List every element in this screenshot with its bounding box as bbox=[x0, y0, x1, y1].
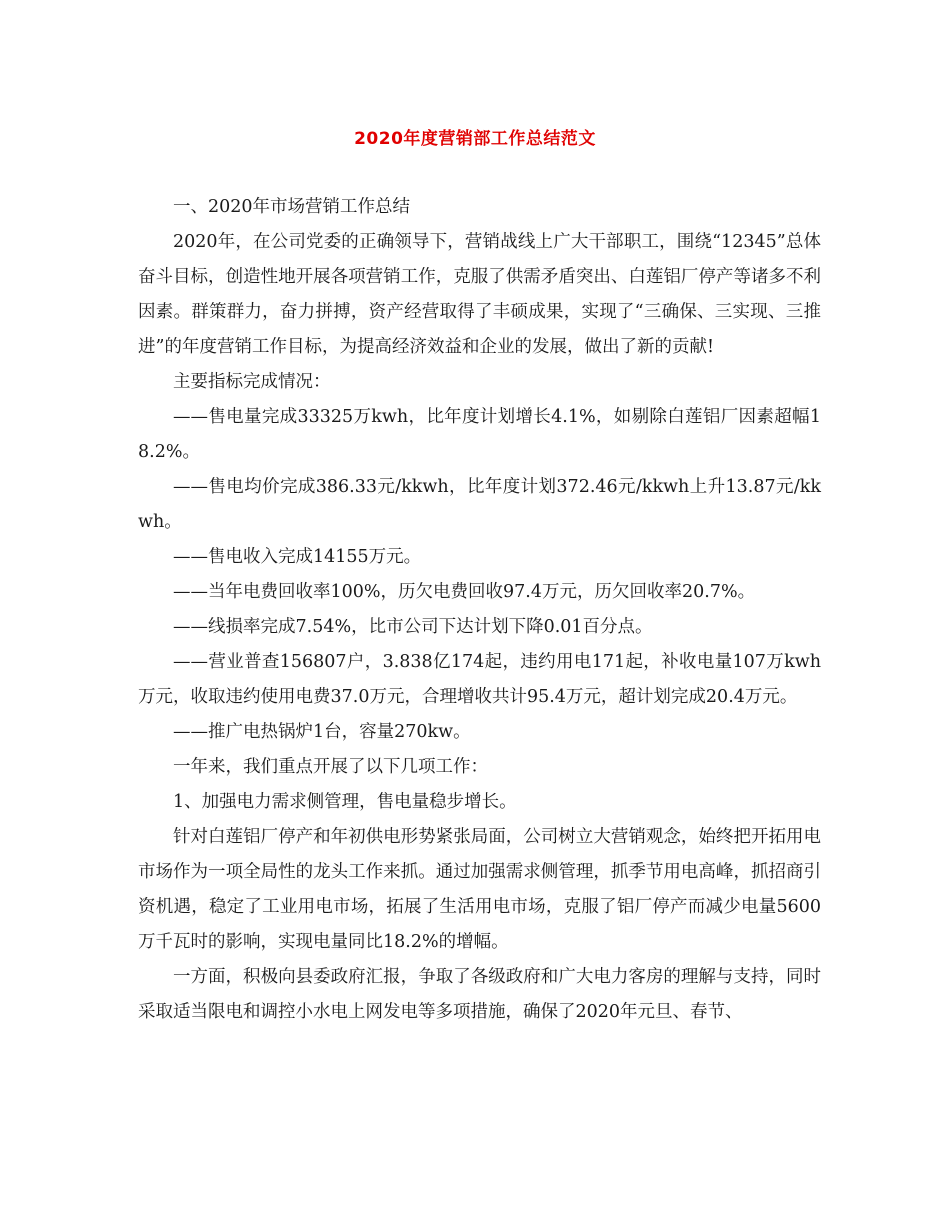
indicator-item: ——售电量完成33325万kwh，比年度计划增长4.1%，如剔除白莲铝厂因素超幅18.2%。 bbox=[138, 407, 821, 462]
paragraph: 一年来，我们重点开展了以下几项工作： bbox=[173, 757, 488, 777]
paragraph: 一方面，积极向县委政府汇报，争取了各级政府和广大电力客房的理解与支持，同时采取适当限电和调控小水电上网发电等多项措施，确保了2020年元旦、春节、 bbox=[138, 967, 821, 1022]
section-heading: 一、2020年市场营销工作总结 bbox=[173, 197, 411, 217]
indicator-item: ——当年电费回收率100%，历欠电费回收97.4万元，历欠回收率20.7%。 bbox=[173, 582, 756, 602]
paragraph: 主要指标完成情况： bbox=[173, 372, 331, 392]
document-title: 2020年度营销部工作总结范文 bbox=[354, 129, 596, 149]
paragraph: 针对白莲铝厂停产和年初供电形势紧张局面，公司树立大营销观念，始终把开拓用电市场作为一项全局性的龙头工作来抓。通过加强需求侧管理，抓季节用电高峰，抓招商引资机遇，稳定了工业用电市场，拓展了生活用电市场，克服了铝厂停产而减少电量5600万千瓦时的影响，实现电量同比18.2%的增幅。 bbox=[138, 827, 821, 952]
paragraph: 2020年，在公司党委的正确领导下，营销战线上广大干部职工，围绕“12345”总体奋斗目标，创造性地开展各项营销工作，克服了供需矛盾突出、白莲铝厂停产等诸多不利因素。群策群力，奋力拼搏，资产经营取得了丰硕成果，实现了“三确保、三实现、三推进”的年度营销工作目标，为提高经济效益和企业的发展，做出了新的贡献! bbox=[138, 232, 821, 357]
indicator-item: ——线损率完成7.54%，比市公司下达计划下降0.01百分点。 bbox=[173, 617, 653, 637]
indicator-item: ——推广电热锅炉1台，容量270kw。 bbox=[173, 722, 471, 742]
subsection-heading: 1、加强电力需求侧管理，售电量稳步增长。 bbox=[173, 792, 517, 812]
document-body bbox=[138, 190, 821, 1030]
indicator-item: ——营业普查156807户，3.838亿174起，违约用电171起，补收电量107万kwh万元，收取违约使用电费37.0万元，合理增收共计95.4万元，超计划完成20.4万元。 bbox=[138, 652, 821, 707]
indicator-item: ——售电收入完成14155万元。 bbox=[173, 547, 422, 567]
indicator-item: ——售电均价完成386.33元/kkwh，比年度计划372.46元/kkwh上升13.87元/kkwh。 bbox=[138, 477, 821, 532]
